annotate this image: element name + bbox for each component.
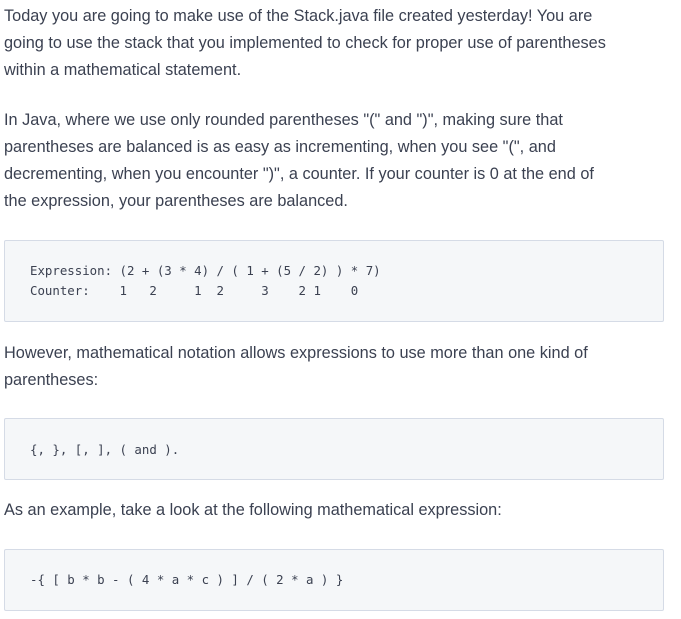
math-expression-code-block — [4, 549, 664, 611]
code-line: Counter: 1 2 1 2 3 2 1 0 — [30, 283, 359, 298]
text-line: decrementing, when you encounter ")", a counter. If your counter is 0 at the end of — [4, 165, 594, 183]
text-line: However, mathematical notation allows expressions to use more than one kind of — [4, 344, 588, 362]
text-line: As an example, take a look at the following mathematical expression: — [4, 501, 502, 519]
text-line: Today you are going to make use of the Stack.java file created yesterday! You are — [4, 7, 593, 25]
code-line: Expression: (2 + (3 * 4) / ( 1 + (5 / 2) ) * 7) — [30, 263, 381, 278]
java-note-paragraph — [4, 107, 594, 215]
text-line: within a mathematical statement. — [4, 61, 242, 79]
intro-paragraph — [4, 3, 606, 84]
counter-example-code-block — [4, 240, 664, 322]
text-line: parentheses: — [4, 371, 99, 389]
notation-paragraph — [4, 340, 588, 394]
code-line: -{ [ b * b - ( 4 * a * c ) ] / ( 2 * a ) } — [30, 572, 344, 587]
code-line: {, }, [, ], ( and ). — [30, 442, 180, 457]
bracket-kinds-code-block — [4, 418, 664, 480]
example-intro-paragraph — [4, 497, 502, 524]
text-line: going to use the stack that you implemented to check for proper use of parentheses — [4, 34, 606, 52]
text-line: In Java, where we use only rounded parentheses "(" and ")", making sure that — [4, 111, 563, 129]
text-line: the expression, your parentheses are balanced. — [4, 192, 348, 210]
text-line: parentheses are balanced is as easy as incrementing, when you see "(", and — [4, 138, 556, 156]
